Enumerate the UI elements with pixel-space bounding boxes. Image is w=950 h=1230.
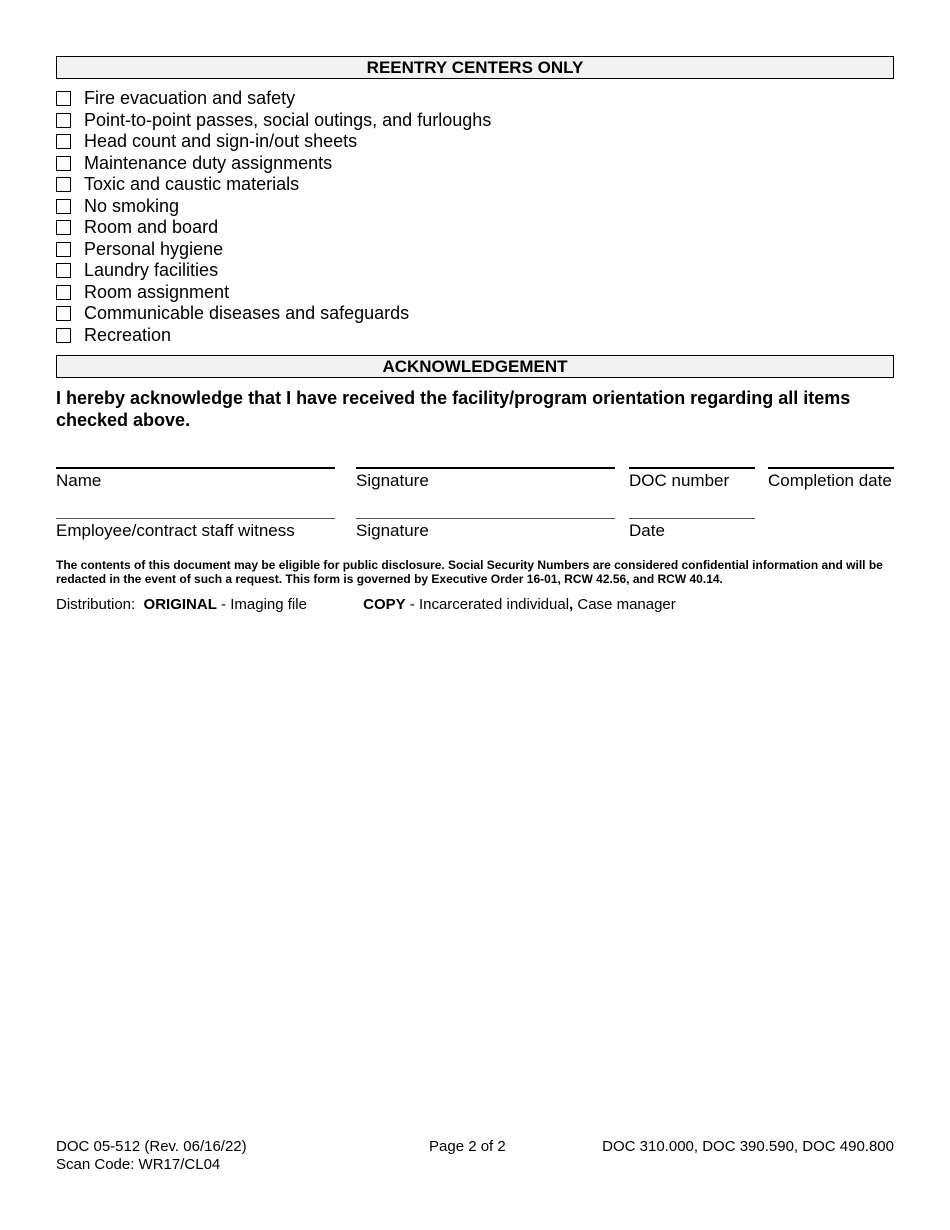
completion-date-line[interactable] bbox=[768, 467, 894, 469]
checkbox[interactable] bbox=[56, 306, 71, 321]
acknowledgement-statement: I hereby acknowledge that I have received the facility/program orientation regarding all items checked above. bbox=[56, 388, 851, 430]
checkbox-label: Maintenance duty assignments bbox=[84, 152, 333, 173]
page-number: Page 2 of 2 bbox=[429, 1138, 506, 1155]
witness-signature-field bbox=[356, 518, 615, 541]
witness-signature-label: Signature bbox=[356, 521, 429, 540]
date-line[interactable] bbox=[629, 518, 755, 519]
witness-field bbox=[56, 518, 335, 541]
scan-code: Scan Code: WR17/CL04 bbox=[56, 1156, 221, 1173]
witness-label: Employee/contract staff witness bbox=[56, 521, 295, 540]
checkbox[interactable] bbox=[56, 156, 71, 171]
checklist-item bbox=[56, 88, 491, 110]
name-label: Name bbox=[56, 471, 102, 490]
copy-text: - Incarcerated individual bbox=[405, 596, 570, 613]
original-text: - Imaging file bbox=[216, 596, 307, 613]
checkbox[interactable] bbox=[56, 199, 71, 214]
checklist-item bbox=[56, 239, 491, 261]
copy-part bbox=[363, 596, 676, 613]
checklist-item bbox=[56, 174, 491, 196]
checkbox-label: Laundry facilities bbox=[84, 260, 219, 281]
disclosure-notice: The contents of this document may be eligible for public disclosure. Social Security Numbers are considered confidential information and will be redacted in the event of such a request. This form is governed by Executive Order 16-01, RCW 42.56, and RCW 40.14. bbox=[56, 558, 883, 586]
doc-number-field bbox=[629, 467, 755, 491]
copy-comma: , bbox=[569, 596, 574, 613]
checkbox[interactable] bbox=[56, 134, 71, 149]
checkbox[interactable] bbox=[56, 285, 71, 300]
checkbox-label: Recreation bbox=[84, 324, 172, 345]
form-id: DOC 05-512 (Rev. 06/16/22) bbox=[56, 1138, 247, 1155]
checkbox-label: Personal hygiene bbox=[84, 238, 224, 259]
checkbox-label: Fire evacuation and safety bbox=[84, 88, 296, 109]
checkbox-label: Head count and sign-in/out sheets bbox=[84, 131, 358, 152]
checkbox-label: Communicable diseases and safeguards bbox=[84, 303, 410, 324]
distribution-line bbox=[56, 596, 676, 613]
copy-label: COPY bbox=[363, 596, 406, 613]
checkbox[interactable] bbox=[56, 91, 71, 106]
checkbox[interactable] bbox=[56, 113, 71, 128]
checklist-item bbox=[56, 217, 491, 239]
section-header-acknowledgement: ACKNOWLEDGEMENT bbox=[56, 355, 894, 378]
checklist-item bbox=[56, 196, 491, 218]
date-label: Date bbox=[629, 521, 665, 540]
checklist-item bbox=[56, 282, 491, 304]
checkbox-label: Toxic and caustic materials bbox=[84, 174, 300, 195]
signature-label: Signature bbox=[356, 471, 429, 490]
checkbox[interactable] bbox=[56, 220, 71, 235]
distribution-label: Distribution: bbox=[56, 596, 136, 613]
name-field bbox=[56, 467, 335, 491]
witness-line[interactable] bbox=[56, 518, 335, 519]
checkbox-label: No smoking bbox=[84, 195, 180, 216]
doc-number-line[interactable] bbox=[629, 467, 755, 469]
checklist-item bbox=[56, 110, 491, 132]
copy-text2: Case manager bbox=[573, 596, 676, 613]
checkbox[interactable] bbox=[56, 177, 71, 192]
completion-date-label: Completion date bbox=[768, 471, 892, 490]
checkbox-label: Room and board bbox=[84, 217, 219, 238]
checkbox-label: Room assignment bbox=[84, 281, 230, 302]
checklist-item bbox=[56, 325, 491, 347]
checkbox[interactable] bbox=[56, 263, 71, 278]
original-label: ORIGINAL bbox=[143, 596, 217, 613]
signature-line[interactable] bbox=[356, 467, 615, 469]
doc-number-label: DOC number bbox=[629, 471, 730, 490]
checkbox[interactable] bbox=[56, 328, 71, 343]
name-line[interactable] bbox=[56, 467, 335, 469]
checklist-item bbox=[56, 131, 491, 153]
date-field bbox=[629, 518, 755, 541]
checkbox-label: Point-to-point passes, social outings, and furloughs bbox=[84, 109, 492, 130]
signature-field bbox=[356, 467, 615, 491]
footer-form-info bbox=[56, 1138, 247, 1174]
checklist-item bbox=[56, 153, 491, 175]
checkbox[interactable] bbox=[56, 242, 71, 257]
checklist-item bbox=[56, 303, 491, 325]
completion-date-field bbox=[768, 467, 894, 491]
reentry-checklist bbox=[56, 88, 491, 346]
checklist-item bbox=[56, 260, 491, 282]
policy-references: DOC 310.000, DOC 390.590, DOC 490.800 bbox=[602, 1138, 894, 1155]
witness-signature-line[interactable] bbox=[356, 518, 615, 519]
section-header-reentry: REENTRY CENTERS ONLY bbox=[56, 56, 894, 79]
